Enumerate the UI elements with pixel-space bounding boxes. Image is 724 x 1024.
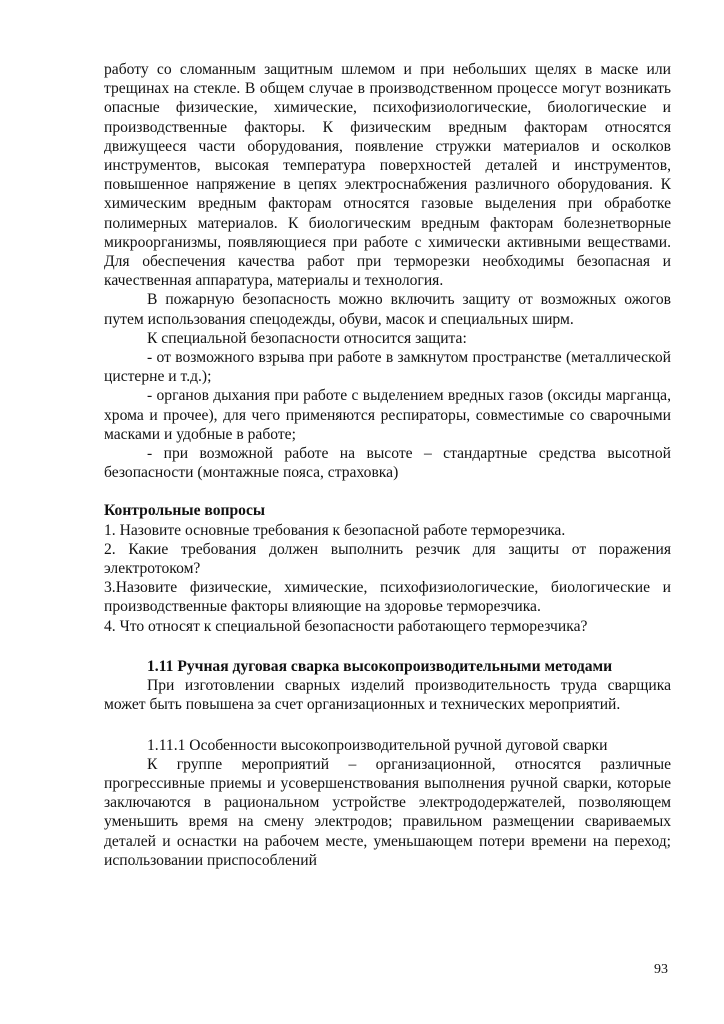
paragraph-hazards: работу со сломанным защитным шлемом и при небольших щелях в маске или трещинах на стекле. В общем случае в производственном процессе могут возникать опасные физические, химические, психофизиологические, биологические и производственные факторы. К физическим вредным факторам относятся движущееся части оборудования, появление стружки материалов и осколков инструментов, высокая температура поверхностей деталей и инструментов, повышенное напряжение в цепях электроснабжения различного оборудования. К химическим вредным факторам относятся газовые выделения при обработке полимерных материалов. К биологическим вредным факторам болезнетворные микроорганизмы, появляющиеся при работе с химически активными веществами. Для обеспечения качества работ при терморезки необходимы безопасная и качественная аппаратура, материалы и технология. <box>104 61 671 290</box>
section-title: 1.11 Ручная дуговая сварка высокопроизводительными методами <box>147 657 613 675</box>
paragraph-fire-safety: В пожарную безопасность можно включить защиту от возможных ожогов путем использования спецодежды, обуви, масок и специальных ширм. <box>104 291 671 328</box>
section-intro: При изготовлении сварных изделий производительность труда сварщика может быть повышена за счет организационных и технических мероприятий. <box>104 677 671 714</box>
question-item: 3.Назовите физические, химические, психофизиологические, биологические и производственные факторы влияющие на здоровье терморезчика. <box>104 579 671 616</box>
question-item: 4. Что относят к специальной безопасности работающего терморезчика? <box>104 617 588 635</box>
subsection-title: 1.11.1 Особенности высокопроизводительной ручной дуговой сварки <box>147 736 608 754</box>
question-item: 2. Какие требования должен выполнить резчик для защиты от поражения электротоком? <box>104 540 671 578</box>
list-item-explosion: - от возможного взрыва при работе в замкнутом пространстве (металлической цистерне и т.д.); <box>104 349 671 386</box>
document-page <box>104 60 671 870</box>
question-item: 1. Назовите основные требования к безопасной работе терморезчика. <box>104 521 566 539</box>
list-item-respiratory: - органов дыхания при работе с выделением вредных газов (оксиды марганца, хрома и прочее), для чего применяются респираторы, совместимые со сварочными масками и удобные в работе; <box>104 387 671 443</box>
page-number: 93 <box>654 962 668 977</box>
subsection-body: К группе мероприятий – организационной, относятся различные прогрессивные приемы и усовершенствования выполнения ручной сварки, которые заключаются в рациональном устройстве электрододержателей, позволяющем уменьшить время на смену электродов; правильном размещении свариваемых деталей и оснастки на рабочем месте, уменьшающем потери времени на переход; использовании приспособлений <box>104 755 671 869</box>
list-item-height: - при возможной работе на высоте – стандартные средства высотной безопасности (монтажные пояса, страховка) <box>104 445 671 482</box>
questions-title: Контрольные вопросы <box>104 502 266 520</box>
paragraph-special-safety-intro: К специальной безопасности относится защита: <box>147 329 467 347</box>
